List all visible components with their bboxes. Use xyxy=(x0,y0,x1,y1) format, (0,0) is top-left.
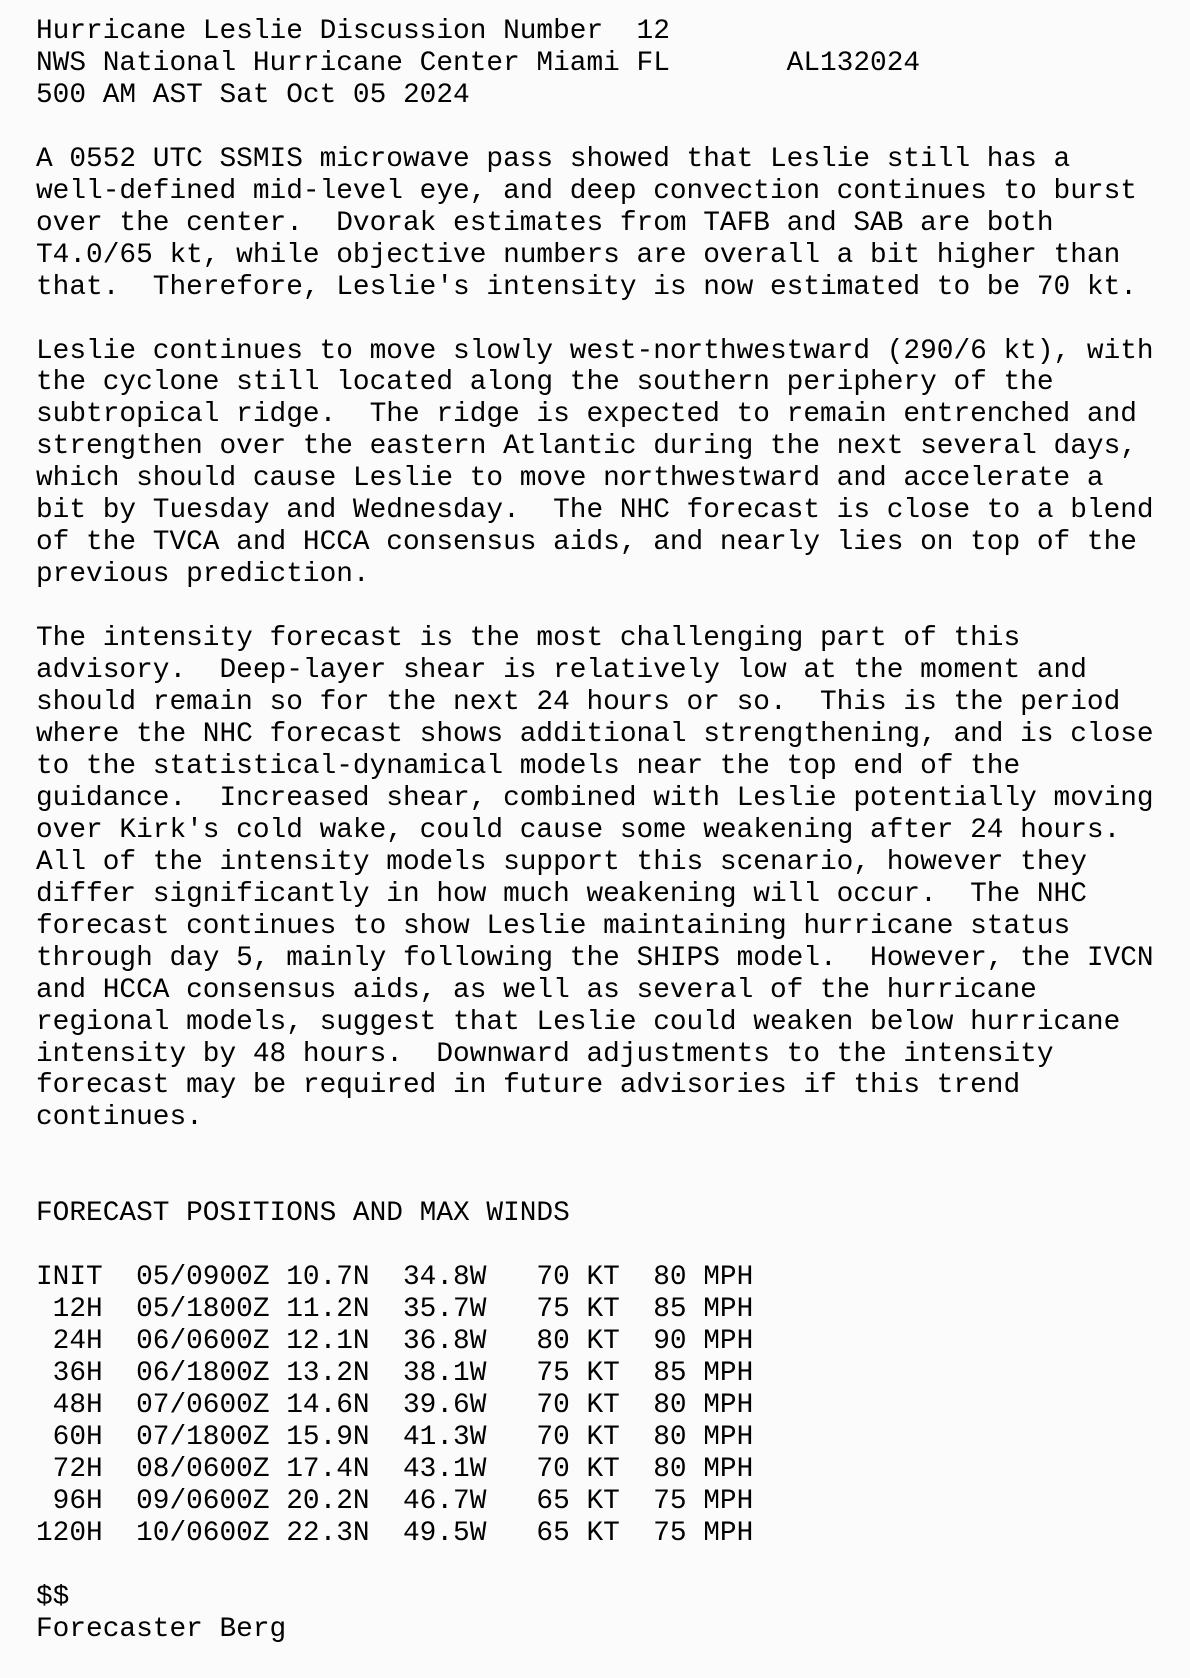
issue-time-line: 500 AM AST Sat Oct 05 2024 xyxy=(36,79,470,111)
discussion-document xyxy=(36,16,1176,1646)
forecast-row: INIT 05/0900Z 10.7N 34.8W 70 KT 80 MPH xyxy=(36,1262,754,1294)
forecast-row: 36H 06/1800Z 13.2N 38.1W 75 KT 85 MPH xyxy=(36,1358,754,1390)
forecast-row: 120H 10/0600Z 22.3N 49.5W 65 KT 75 MPH xyxy=(36,1517,754,1549)
paragraph-satellite-intensity: A 0552 UTC SSMIS microwave pass showed that Leslie still has a well-defined mid-level eye, and deep convection continues to burst over the center. Dvorak estimates from TAFB and SAB are both T4.0/65 kt, while objective numbers are overall a bit higher than that. Therefore, Leslie's intensity is now estimated to be 70 kt. xyxy=(36,143,1137,303)
document-title: Hurricane Leslie Discussion Number 12 xyxy=(36,16,670,47)
issuing-office-line: NWS National Hurricane Center Miami FL AL132024 xyxy=(36,47,921,79)
paragraph-track-forecast: Leslie continues to move slowly west-northwestward (290/6 kt), with the cyclone still located along the southern periphery of the subtropical ridge. The ridge is expected to remain entrenched and strengthen over the eastern Atlantic during the next several days, which should cause Leslie to move northwestward and accelerate a bit by Tuesday and Wednesday. The NHC forecast is close to a blend of the TVCA and HCCA consensus aids, and nearly lies on top of the previous prediction. xyxy=(36,335,1154,591)
forecast-row: 24H 06/0600Z 12.1N 36.8W 80 KT 90 MPH xyxy=(36,1326,754,1358)
forecast-row: 60H 07/1800Z 15.9N 41.3W 70 KT 80 MPH xyxy=(36,1421,754,1453)
forecast-table-heading: FORECAST POSITIONS AND MAX WINDS xyxy=(36,1198,570,1230)
forecast-row: 48H 07/0600Z 14.6N 39.6W 70 KT 80 MPH xyxy=(36,1389,754,1421)
forecast-row: 12H 05/1800Z 11.2N 35.7W 75 KT 85 MPH xyxy=(36,1294,754,1326)
forecaster-signature: Forecaster Berg xyxy=(36,1613,287,1645)
end-marker: $$ xyxy=(36,1581,70,1613)
forecast-row: 96H 09/0600Z 20.2N 46.7W 65 KT 75 MPH xyxy=(36,1485,754,1517)
forecast-row: 72H 08/0600Z 17.4N 43.1W 70 KT 80 MPH xyxy=(36,1453,754,1485)
paragraph-intensity-forecast: The intensity forecast is the most challenging part of this advisory. Deep-layer shear is relatively low at the moment and should remain so for the next 24 hours or so. This is the period where the NHC forecast shows additional strengthening, and is close to the statistical-dynamical models near the top end of the guidance. Increased shear, combined with Leslie potentially moving over Kirk's cold wake, could cause some weakening after 24 hours. All of the intensity models support this scenario, however they differ significantly in how much weakening will occur. The NHC forecast continues to show Leslie maintaining hurricane status through day 5, mainly following the SHIPS model. However, the IVCN and HCCA consensus aids, as well as several of the hurricane regional models, suggest that Leslie could weaken below hurricane intensity by 48 hours. Downward adjustments to the intensity forecast may be required in future advisories if this trend continues. xyxy=(36,623,1154,1134)
